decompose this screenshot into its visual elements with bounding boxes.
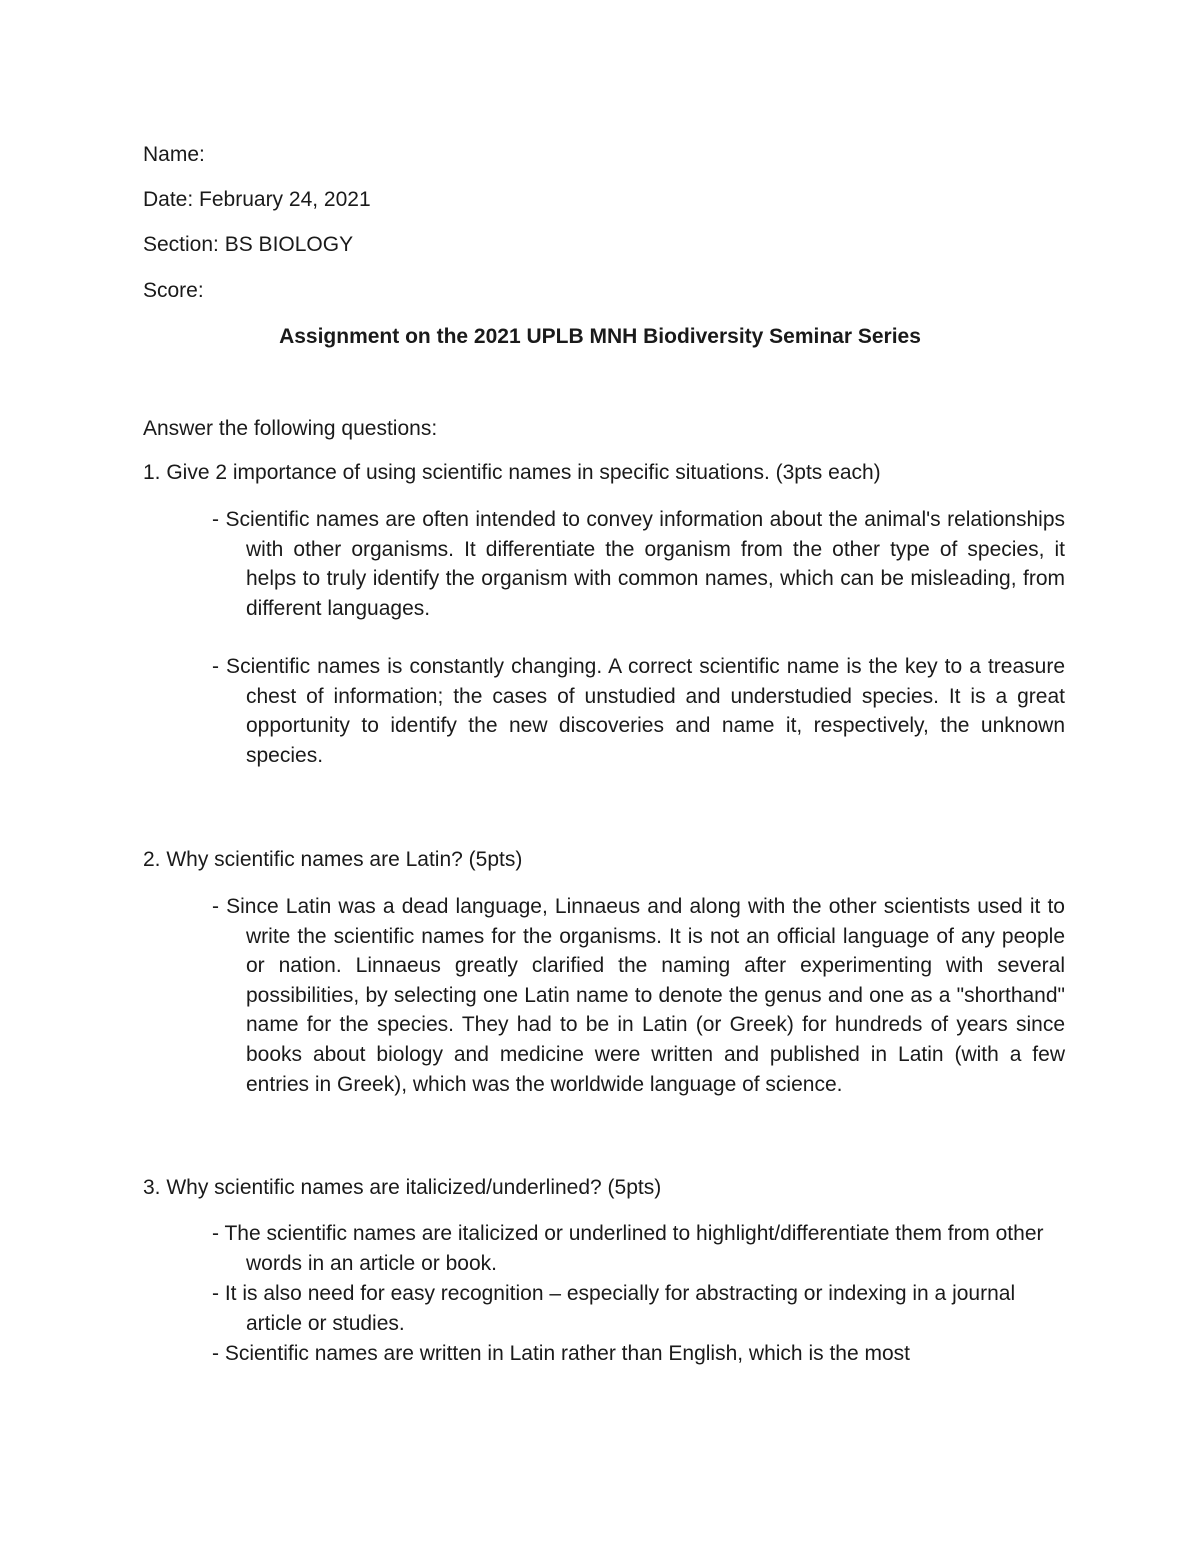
name-label: Name: (143, 143, 205, 166)
instructions: Answer the following questions: (143, 417, 438, 440)
date-line: Date: February 24, 2021 (143, 188, 371, 211)
q3-answer-3: - Scientific names are written in Latin rather than English, which is the most (212, 1342, 910, 1365)
section-line: Section: BS BIOLOGY (143, 233, 354, 256)
q1-answer-1: - Scientific names are often intended to convey information about the animal's relationships with other organisms. It differentiate the organism from the other type of species, it helps to truly identify the organism with common names, which can be misleading, from different languages. (212, 508, 1065, 620)
question-3: 3. Why scientific names are italicized/underlined? (5pts) (143, 1176, 662, 1199)
q1-answer-2: - Scientific names is constantly changing. A correct scientific name is the key to a treasure chest of information; the cases of unstudied and understudied species. It is a great opportunity to identify the new discoveries and name it, respectively, the unknown species. (212, 655, 1065, 767)
q3-answer-2: - It is also need for easy recognition – especially for abstracting or indexing in a journal article or studies. (212, 1282, 1016, 1335)
q3-answer-1: - The scientific names are italicized or underlined to highlight/differentiate them from other words in an article or book. (212, 1222, 1044, 1275)
question-2: 2. Why scientific names are Latin? (5pts) (143, 848, 523, 871)
question-1: 1. Give 2 importance of using scientific names in specific situations. (3pts each) (143, 461, 881, 484)
q2-answer-1: - Since Latin was a dead language, Linnaeus and along with the other scientists used it to write the scientific names for the organisms. It is not an official language of any people or nation. Linnaeus greatly clarified the naming after experimenting with several possibilities, by selecting one Latin name to denote the genus and one as a "shorthand" name for the species. They had to be in Latin (or Greek) for hundreds of years since books about biology and medicine were written and published in Latin (with a few entries in Greek), which was the worldwide language of science. (212, 895, 1065, 1096)
assignment-title: Assignment on the 2021 UPLB MNH Biodiversity Seminar Series (279, 325, 921, 348)
score-label: Score: (143, 279, 204, 302)
